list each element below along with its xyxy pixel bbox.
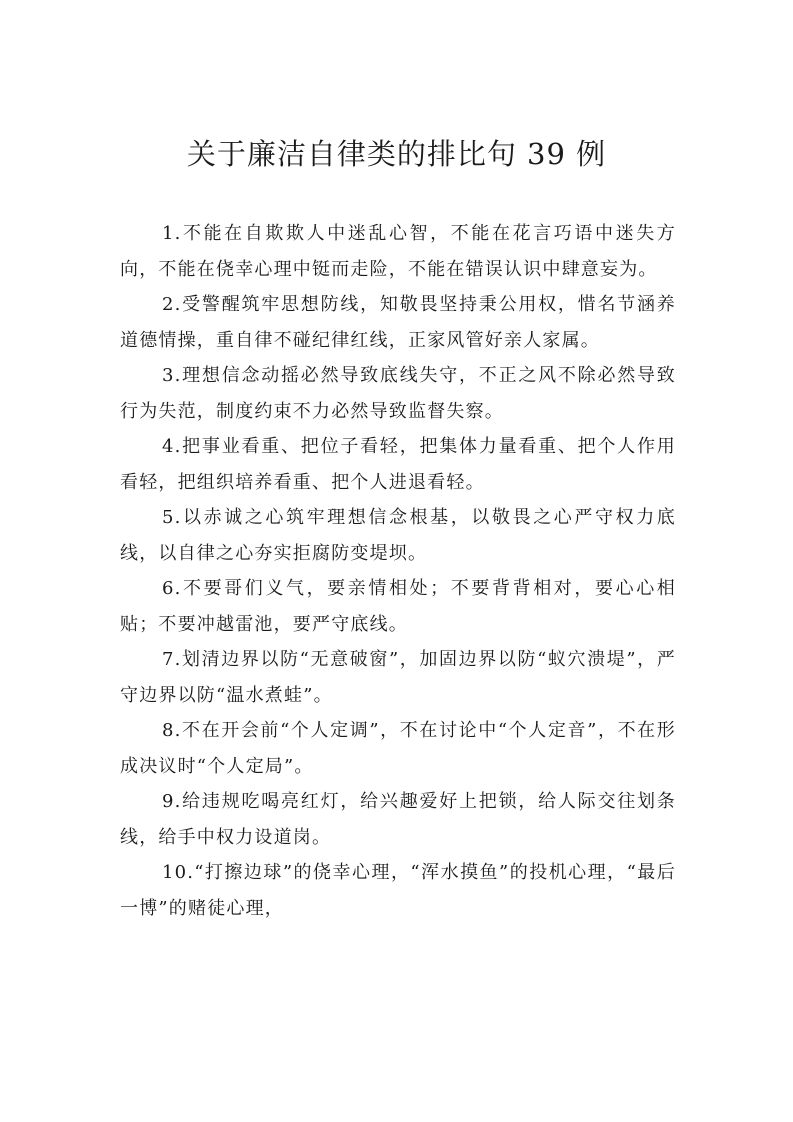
paragraph-3: 3.理想信念动摇必然导致底线失守，不正之风不除必然导致行为失范，制度约束不力必然导致监督失察。 [120,365,676,422]
document-title: 关于廉洁自律类的排比句 39 例 [186,137,607,171]
paragraph-8: 8.不在开会前“个人定调”，不在讨论中“个人定音”，不在形成决议时“个人定局”。 [120,720,676,777]
document-body [120,216,676,926]
paragraph-6: 6.不要哥们义气，要亲情相处；不要背背相对，要心心相贴；不要冲越雷池，要严守底线。 [120,578,676,635]
paragraph-5: 5.以赤诚之心筑牢理想信念根基，以敬畏之心严守权力底线，以自律之心夯实拒腐防变堤坝。 [120,507,676,564]
paragraph-9: 9.给违规吃喝亮红灯，给兴趣爱好上把锁，给人际交往划条线，给手中权力设道岗。 [120,791,676,848]
paragraph-10: 10.“打擦边球”的侥幸心理，“浑水摸鱼”的投机心理，“最后一博”的赌徒心理， [120,862,676,919]
paragraph-7: 7.划清边界以防“无意破窗”，加固边界以防“蚁穴溃堤”，严守边界以防“温水煮蛙”。 [120,649,676,706]
paragraph-1: 1.不能在自欺欺人中迷乱心智，不能在花言巧语中迷失方向，不能在侥幸心理中铤而走险，不能在错误认识中肆意妄为。 [120,223,676,280]
paragraph-4: 4.把事业看重、把位子看轻，把集体力量看重、把个人作用看轻，把组织培养看重、把个人进退看轻。 [120,436,676,493]
paragraph-2: 2.受警醒筑牢思想防线，知敬畏坚持秉公用权，惜名节涵养道德情操，重自律不碰纪律红线，正家风管好亲人家属。 [120,294,676,351]
